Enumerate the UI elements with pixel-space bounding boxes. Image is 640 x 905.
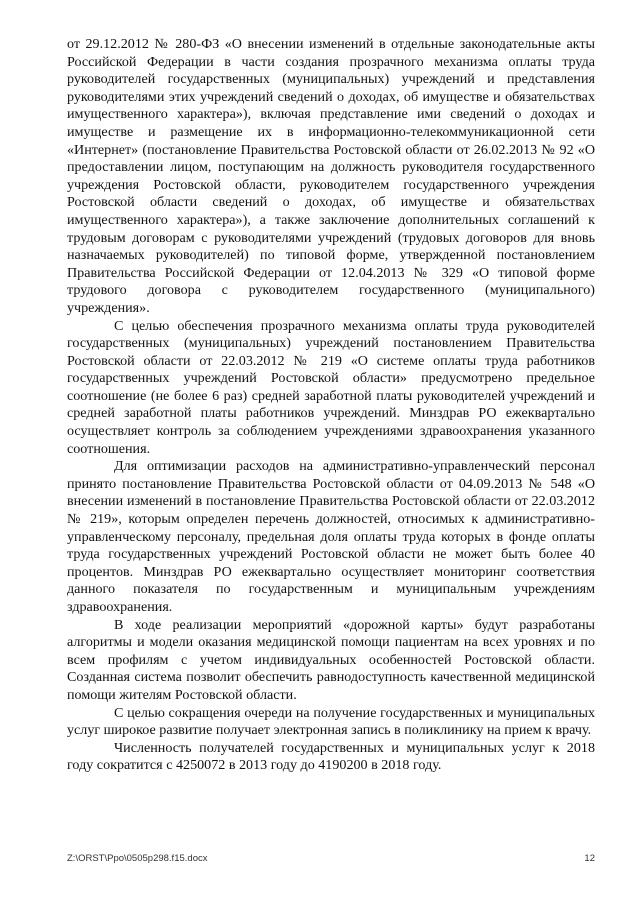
document-body [67,36,595,775]
page-number: 12 [584,853,595,864]
paragraph-queue-reduction: С целью сокращения очереди на получение государственных и муниципальных услуг широкое развитие получает электронная запись в поликлинику на прием к врачу. [67,704,595,739]
paragraph-continuation: от 29.12.2012 № 280-ФЗ «О внесении изменений в отдельные законодательные акты Российской Федерации в части создания прозрачного механизма оплаты труда руководителей государственных (муниципальных) учреждений и представления руководителями этих учреждений сведений о доходах, об имуществе и обязательствах имущественного характера»), включая представление ими сведений о доходах и имуществе и размещение их в информационно-телекоммуникационной сети «Интернет» (постановление Правительства Ростовской области от 26.02.2013 № 92 «О предоставлении лицом, поступающим на должность руководителя государственного учреждения Ростовской области, руководителем государственного учреждения Ростовской области сведений о доходах, об имуществе и обязательствах имущественного характера»), а также заключение дополнительных соглашений к трудовым договорам с руководителями учреждений (трудовых договоров для вновь назначаемых руководителей) по типовой форме, утвержденной постановлением Правительства Российской Федерации от 12.04.2013 № 329 «О типовой форме трудового договора с руководителем государственного (муниципального) учреждения». [67,36,595,316]
footer-file-path: Z:\ORST\Ppo\0505p298.f15.docx [67,853,208,864]
paragraph-recipients-count: Численность получателей государственных и муниципальных услуг к 2018 году сократится с 4250072 в 2013 году до 4190200 в 2018 году. [67,739,595,774]
paragraph-admin-costs: Для оптимизации расходов на административно-управленческий персонал принято постановление Правительства Ростовской области от 04.09.2013 № 548 «О внесении изменений в постановление Правительства Ростовской области от 22.03.2012 № 219», которым определен перечень должностей, относимых к административно-управленческому персоналу, предельная доля оплаты труда которых в фонде оплаты труда государственных учреждений Ростовской области не может быть более 40 процентов. Минздрав РО ежеквартально осуществляет мониторинг соответствия данного показателя по государственным и муниципальным учреждениям здравоохранения. [67,458,595,615]
paragraph-transparency-mechanism: С целью обеспечения прозрачного механизма оплаты труда руководителей государственных (муниципальных) учреждений постановлением Правительства Ростовской области от 22.03.2012 № 219 «О системе оплаты труда работников государственных учреждений Ростовской области» предусмотрено предельное соотношение (не более 6 раз) средней заработной платы руководителей учреждений и средней заработной платы работников учреждений. Минздрав РО ежеквартально осуществляет контроль за соблюдением учреждениями здравоохранения указанного соотношения. [67,317,595,457]
paragraph-roadmap: В ходе реализации мероприятий «дорожной карты» будут разработаны алгоритмы и модели оказания медицинской помощи пациентам на всех уровнях и по всем профилям с учетом индивидуальных особенностей Ростовской области. Созданная система позволит обеспечить равнодоступность качественной медицинской помощи жителям Ростовской области. [67,616,595,703]
